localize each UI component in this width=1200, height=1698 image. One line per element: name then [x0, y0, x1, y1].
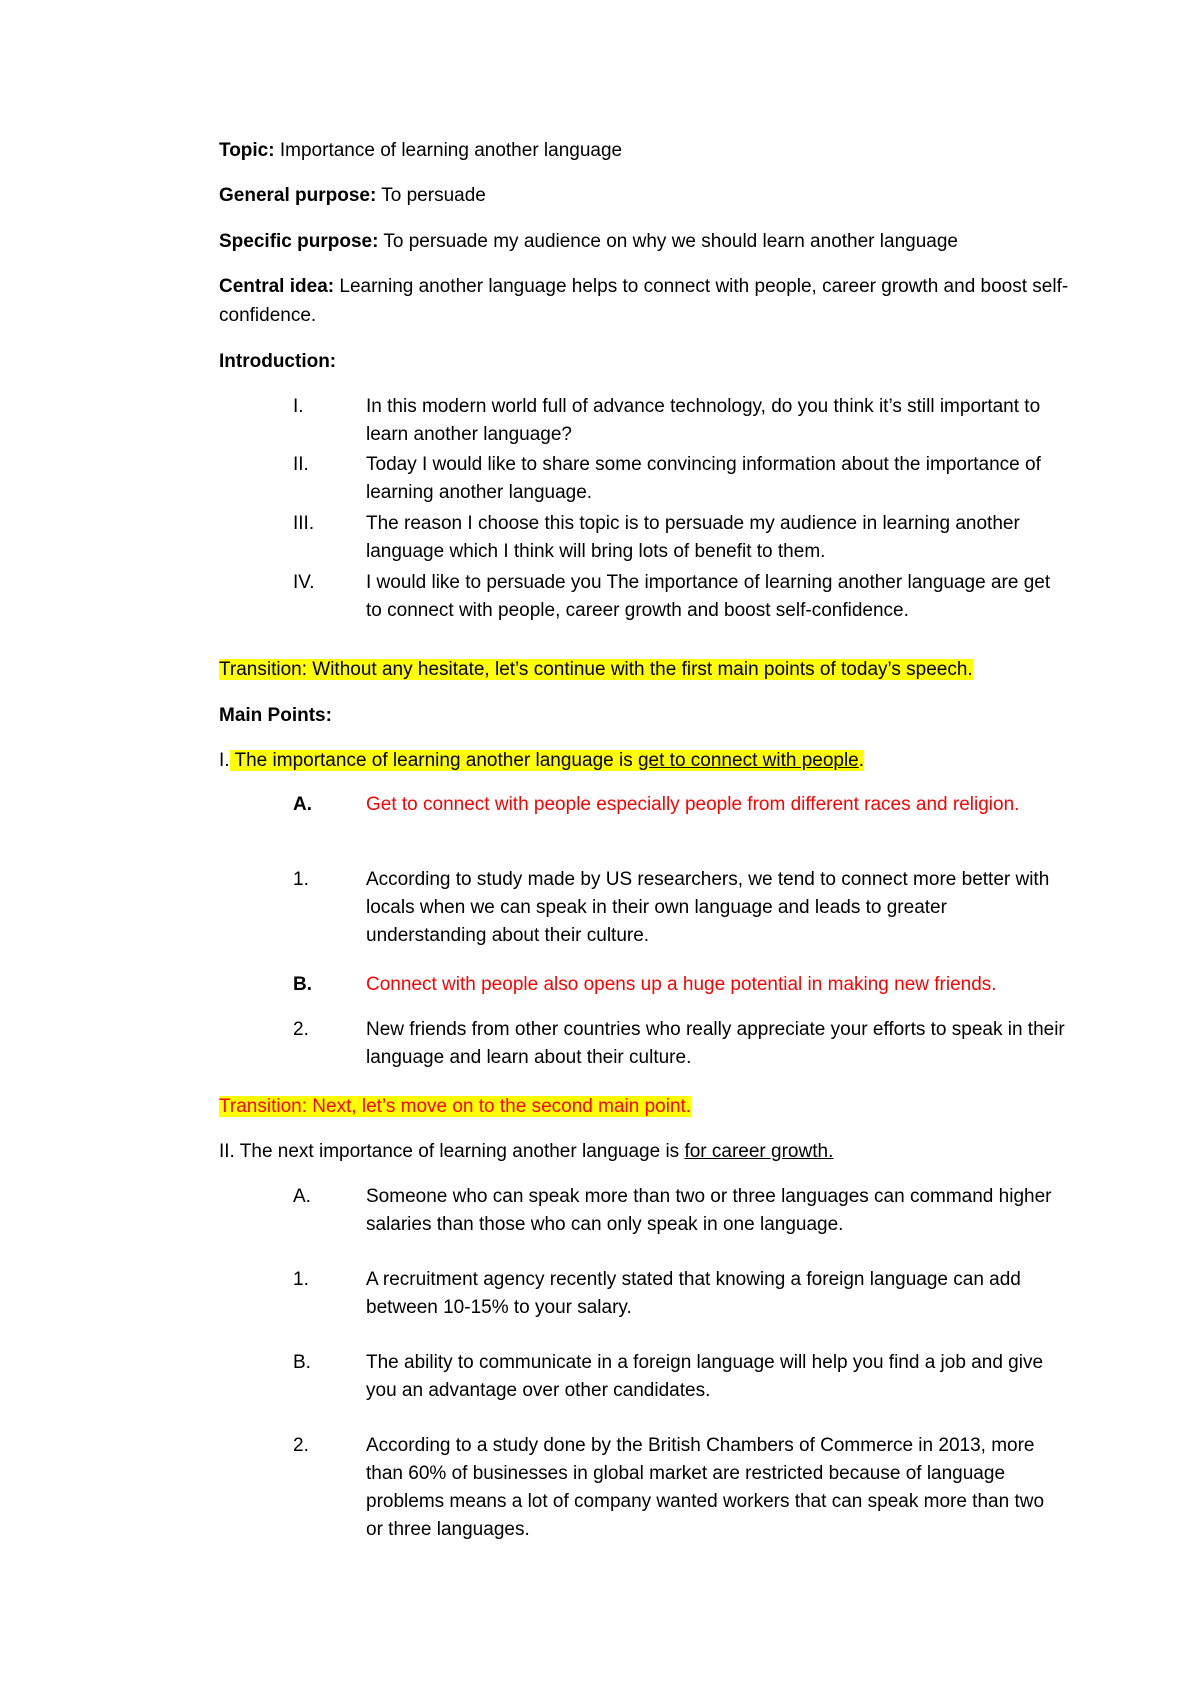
main-point-1-tail: . — [858, 750, 865, 771]
subpoint-marker: A. — [293, 794, 312, 815]
introduction-heading: Introduction: — [219, 351, 337, 372]
transition-2-text: Transition: Next, let’s move on to the second main point. — [219, 1096, 692, 1117]
subpoint-text: According to a study done by the British Chambers of Commerce in 2013, more than 60% of businesses in global market are restricted because of language problems means a lot of company wanted workers that can speak more than two or three languages. — [366, 1435, 1045, 1540]
main-points-heading: Main Points: — [219, 705, 332, 726]
subpoint-text: The ability to communicate in a foreign language will help you find a job and give you an advantage over other candidates. — [366, 1352, 1044, 1401]
central-idea-line — [219, 272, 1069, 330]
transition-2 — [219, 1092, 1069, 1121]
intro-text: The reason I choose this topic is to persuade my audience in learning another language which I think will bring lots of benefit to them. — [366, 513, 1020, 562]
subpoint-marker: 2. — [293, 1435, 309, 1456]
main-point-2-lead: II. The next importance of learning another language is — [219, 1141, 685, 1162]
topic-label: Topic: — [219, 140, 275, 161]
specific-purpose-line — [219, 227, 1069, 256]
intro-marker: IV. — [293, 572, 315, 593]
specific-purpose-text: To persuade my audience on why we should learn another language — [378, 231, 958, 252]
general-purpose-label: General purpose: — [219, 185, 377, 206]
main-point-1-text — [230, 750, 864, 771]
intro-marker: I. — [293, 396, 304, 417]
general-purpose-line — [219, 181, 1069, 210]
main-point-1 — [219, 746, 1069, 775]
main-point-1-lead: The importance of learning another language is — [229, 750, 638, 771]
central-idea-text: Learning another language helps to connect with people, career growth and boost self-confidence. — [219, 276, 1069, 326]
specific-purpose-label: Specific purpose: — [219, 231, 379, 252]
subpoint-marker: B. — [293, 1352, 311, 1373]
subpoint-text: Get to connect with people especially people from different races and religion. — [366, 794, 1020, 815]
topic-text: Importance of learning another language — [274, 140, 623, 161]
intro-marker: III. — [293, 513, 315, 534]
central-idea-label: Central idea: — [219, 276, 335, 297]
subpoint-text: Someone who can speak more than two or three languages can command higher salaries than those who can only speak in one language. — [366, 1186, 1052, 1235]
subpoint-marker: 1. — [293, 1269, 309, 1290]
subpoint-marker: A. — [293, 1186, 311, 1207]
transition-1 — [219, 655, 1069, 684]
intro-text: In this modern world full of advance technology, do you think it’s still important to learn another language? — [366, 396, 1041, 445]
subpoint-marker: 1. — [293, 869, 309, 890]
main-point-2-underlined: for career growth. — [684, 1141, 834, 1162]
intro-text: I would like to persuade you The importance of learning another language are get to connect with people, career growth and boost self-confidence. — [366, 572, 1051, 621]
intro-text: Today I would like to share some convincing information about the importance of learning another language. — [366, 454, 1041, 503]
subpoint-marker: 2. — [293, 1019, 309, 1040]
subpoint-text: New friends from other countries who really appreciate your efforts to speak in their language and learn about their culture. — [366, 1019, 1065, 1068]
general-purpose-text: To persuade — [376, 185, 486, 206]
subpoint-text: According to study made by US researchers, we tend to connect more better with locals when we can speak in their own language and leads to greater understanding about their culture. — [366, 869, 1050, 946]
intro-marker: II. — [293, 454, 309, 475]
main-point-1-underlined: get to connect with people — [637, 750, 859, 771]
main-point-2 — [219, 1137, 1069, 1166]
subpoint-text: A recruitment agency recently stated that knowing a foreign language can add between 10-15% to your salary. — [366, 1269, 1021, 1318]
subpoint-marker: B. — [293, 974, 312, 995]
subpoint-text: Connect with people also opens up a huge potential in making new friends. — [366, 974, 997, 995]
main-point-1-marker: I. — [219, 750, 230, 771]
topic-line — [219, 136, 1069, 165]
transition-1-text: Transition: Without any hesitate, let’s continue with the first main points of today’s speech. — [219, 659, 973, 680]
